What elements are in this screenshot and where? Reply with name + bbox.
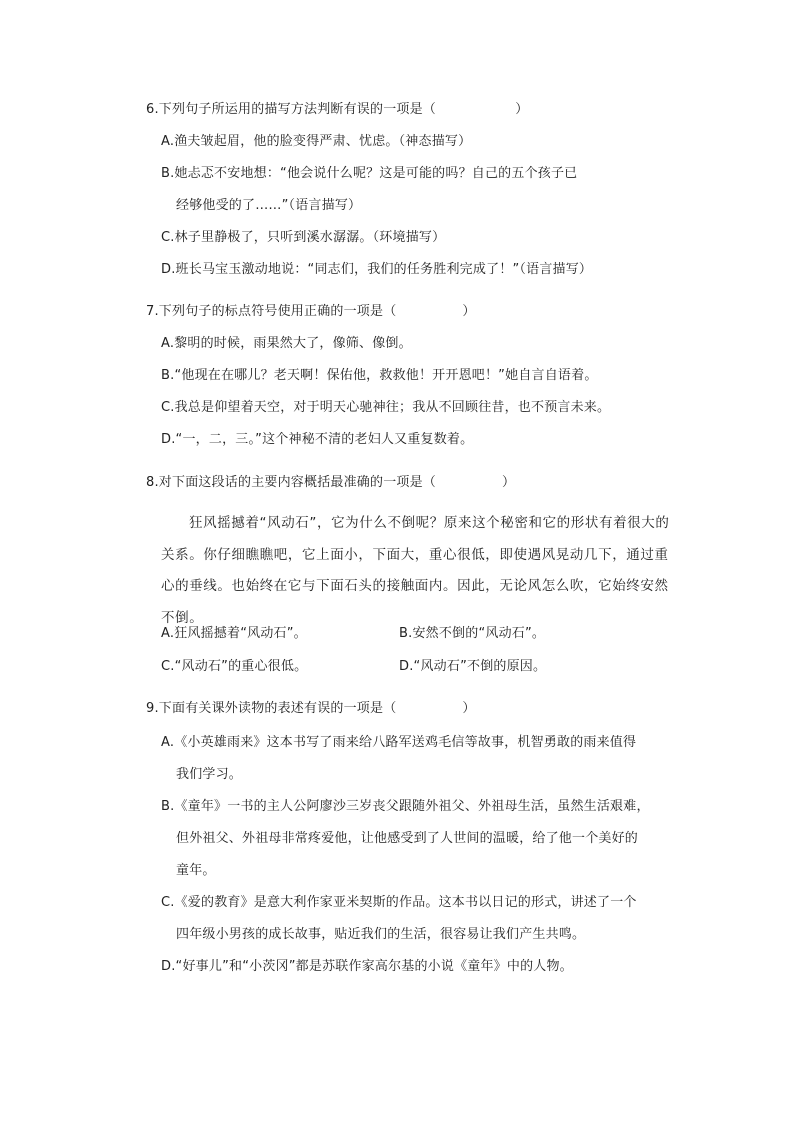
q8-option-c: C.“风动石”的重心很低。	[161, 659, 308, 674]
q9-option-d: D.“好事儿”和“小茨冈”都是苏联作家高尔基的小说《童年》中的人物。	[161, 959, 573, 974]
q6-stem: 6.下列句子所运用的描写方法判断有误的一项是（ ）	[146, 102, 529, 117]
q8-option-a: A.狂风摇撼着“风动石”。	[161, 626, 307, 641]
q7-option-d: D.“一，二，三。”这个神秘不清的老妇人又重复数着。	[161, 432, 474, 447]
q9-option-a-line2: 我们学习。	[176, 767, 243, 782]
q8-option-b: B.安然不倒的“风动石”。	[399, 626, 546, 641]
q6-option-c: C.林子里静极了，只听到溪水潺潺。（环境描写）	[161, 230, 446, 245]
q8-option-d: D.“风动石”不倒的原因。	[399, 659, 547, 674]
q7-option-b: B.“他现在在哪儿？老天啊！保佑他，救救他！开开恩吧！”她自言自语着。	[161, 368, 598, 383]
q6-option-d: D.班长马宝玉激动地说：“同志们，我们的任务胜利完成了！”（语言描写）	[161, 262, 593, 277]
q7-option-a: A.黎明的时候，雨果然大了，像筛、像倒。	[161, 336, 412, 351]
q9-option-a-line1: A.《小英雄雨来》这本书写了雨来给八路军送鸡毛信等故事，机智勇敢的雨来值得	[161, 735, 637, 750]
q9-stem: 9.下面有关课外读物的表述有误的一项是（ ）	[146, 701, 476, 716]
q8-stem: 8.对下面这段话的主要内容概括最准确的一项是（ ）	[146, 475, 516, 490]
q9-option-c-line2: 四年级小男孩的成长故事，贴近我们的生活，很容易让我们产生共鸣。	[176, 927, 586, 942]
q9-option-b-line3: 童年。	[176, 863, 216, 878]
q9-option-c-line1: C.《爱的教育》是意大利作家亚米契斯的作品。这本书以日记的形式，讲述了一个	[161, 895, 637, 910]
q8-passage	[161, 508, 681, 634]
q8-passage-text: 狂风摇撼着“风动石”，它为什么不倒呢？原来这个秘密和它的形状有着很大的关系。你仔细瞧瞧吧，它上面小，下面大，重心很低，即使遇风晃动几下，通过重心的垂线。也始终在它与下面石头的接触面内。因此，无论风怎么吹，它始终安然不倒。	[161, 515, 670, 626]
q7-option-c: C.我总是仰望着天空，对于明天心驰神往；我从不回顾往昔，也不预言未来。	[161, 400, 611, 415]
q7-stem: 7.下列句子的标点符号使用正确的一项是（ ）	[146, 304, 476, 319]
q9-option-b-line2: 但外祖父、外祖母非常疼爱他，让他感受到了人世间的温暖，给了他一个美好的	[176, 831, 639, 846]
q6-option-b-line1: B.她忐忑不安地想：“他会说什么呢？这是可能的吗？自己的五个孩子已	[161, 166, 578, 181]
q6-option-b-line2: 经够他受的了……”（语言描写）	[176, 198, 362, 213]
q9-option-b-line1: B.《童年》一书的主人公阿廖沙三岁丧父跟随外祖父、外祖母生活，虽然生活艰难，	[161, 799, 650, 814]
q6-option-a: A.渔夫皱起眉，他的脸变得严肃、忧虑。（神态描写）	[161, 134, 472, 149]
